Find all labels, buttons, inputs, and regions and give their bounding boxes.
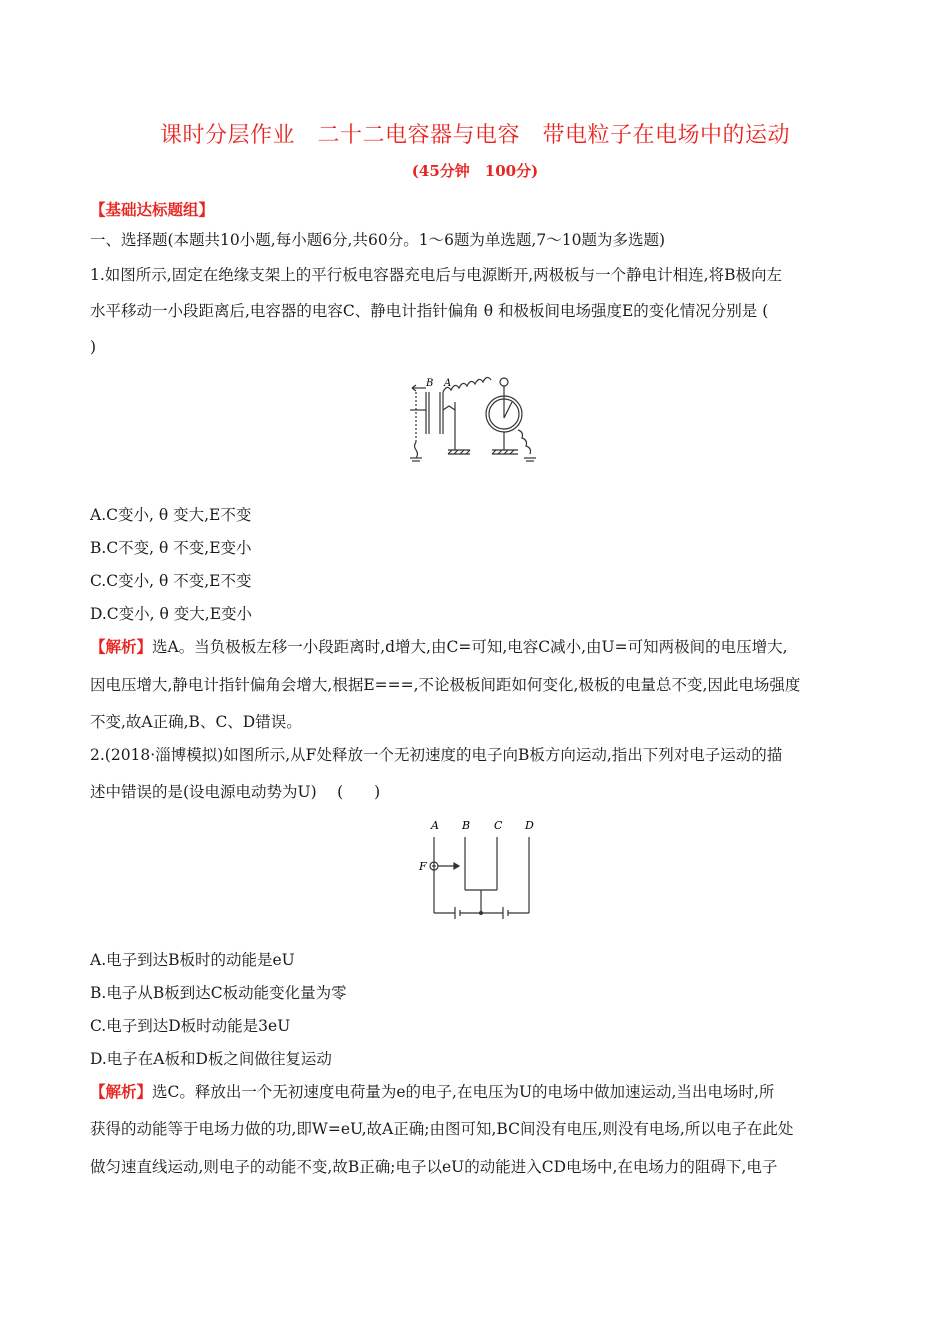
q1-stem-line-3: ) xyxy=(90,338,97,356)
q1-stem-line-1: 1.如图所示,固定在绝缘支架上的平行板电容器充电后与电源断开,两极板与一个静电计相连,将B极向左 xyxy=(90,266,782,284)
q1-stem-line-2: 水平移动一小段距离后,电容器的电容C、静电计指针偏角 θ 和极板间电场强度E的变化情况分别是 ( xyxy=(90,302,769,320)
q1-analysis-text-1: 选A。当负极板左移一小段距离时,d增大,由C=可知,电容C减小,由U=可知两极间的电压增大, xyxy=(152,638,788,656)
q2-figure-label-a: A xyxy=(431,819,439,832)
section-instructions: 一、选择题(本题共10小题,每小题6分,共60分。1～6题为单选题,7～10题为多选题) xyxy=(90,231,665,249)
q2-analysis-tag: 【解析】 xyxy=(90,1082,153,1101)
page-title: 课时分层作业 二十二电容器与电容 带电粒子在电场中的运动 xyxy=(159,123,790,148)
q1-analysis-line-2: 因电压增大,静电计指针偏角会增大,根据E===,不论极板间距如何变化,极板的电量总不变,因此电场强度 xyxy=(90,676,801,694)
q2-stem-line-2: 述中错误的是(设电源电动势为U) ( ) xyxy=(90,783,381,801)
q1-figure-label-a: A xyxy=(444,378,452,389)
q2-plates-circuit-figure xyxy=(415,815,550,920)
q1-option-d: D.C变小, θ 变大,E变小 xyxy=(90,605,253,623)
q2-figure-label-d: D xyxy=(525,819,534,832)
q2-stem-line-1: 2.(2018·淄博模拟)如图所示,从F处释放一个无初速度的电子向B板方向运动,指出下列对电子运动的描 xyxy=(90,746,783,764)
q2-option-c: C.电子到达D板时动能是3eU xyxy=(90,1017,291,1035)
page-subtitle: (45分钟 100分) xyxy=(411,162,539,180)
q1-option-a: A.C变小, θ 变大,E不变 xyxy=(90,506,252,524)
q2-option-b: B.电子从B板到达C板动能变化量为零 xyxy=(90,984,347,1002)
q2-figure-label-f: F xyxy=(419,860,427,873)
q1-analysis-line-3: 不变,故A正确,B、C、D错误。 xyxy=(90,713,302,731)
q1-option-b: B.C不变, θ 不变,E变小 xyxy=(90,539,252,557)
q1-capacitor-electroscope-figure xyxy=(400,372,550,464)
q2-option-d: D.电子在A板和D板之间做往复运动 xyxy=(90,1050,332,1068)
group-label: 【基础达标题组】 xyxy=(90,200,215,219)
q2-analysis-line-1 xyxy=(90,1082,870,1102)
q1-figure-label-b: B xyxy=(426,378,434,389)
q2-analysis-text-1: 选C。释放出一个无初速度电荷量为e的电子,在电压为U的电场中做加速运动,当出电场时,所 xyxy=(152,1083,775,1101)
q2-analysis-line-2: 获得的动能等于电场力做的功,即W=eU,故A正确;由图可知,BC间没有电压,则没有电场,所以电子在此处 xyxy=(90,1120,794,1138)
q2-figure-label-c: C xyxy=(494,819,503,832)
q1-option-c: C.C变小, θ 不变,E不变 xyxy=(90,572,252,590)
q2-option-a: A.电子到达B板时的动能是eU xyxy=(90,951,295,969)
q2-analysis-line-3: 做匀速直线运动,则电子的动能不变,故B正确;电子以eU的动能进入CD电场中,在电场力的阻碍下,电子 xyxy=(90,1158,778,1176)
q1-analysis-tag: 【解析】 xyxy=(90,637,153,656)
q2-figure-label-b: B xyxy=(462,819,471,832)
q1-analysis-line-1 xyxy=(90,637,870,657)
